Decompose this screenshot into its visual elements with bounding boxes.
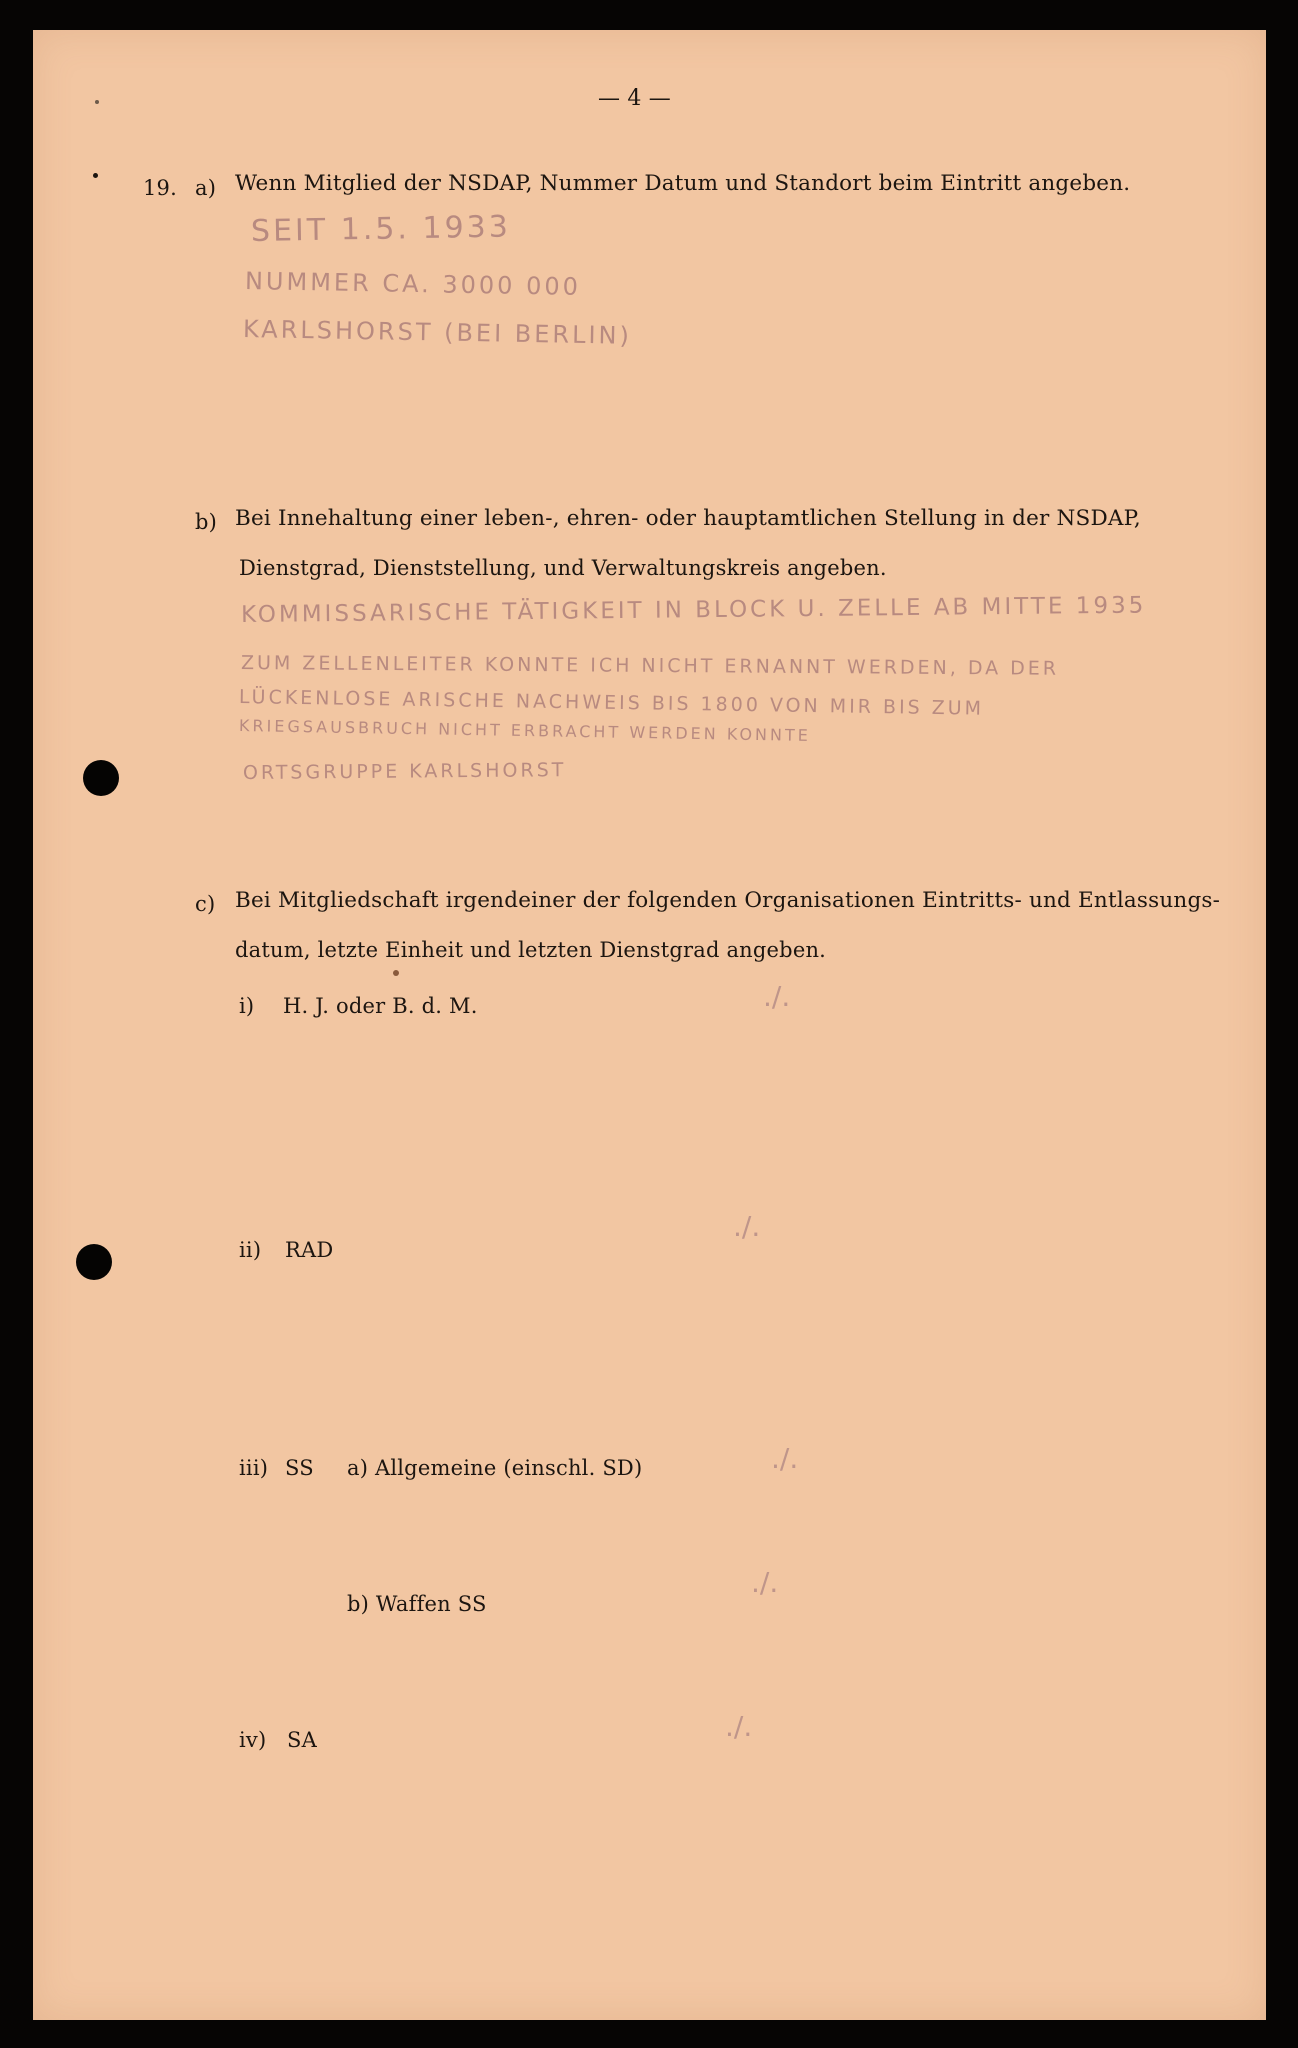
item-iv-mark: ./. bbox=[725, 1710, 753, 1743]
margin-dot bbox=[93, 173, 98, 178]
punch-hole-top bbox=[83, 760, 119, 796]
question-c-text-line-2: datum, letzte Einheit und letzten Dienstgrad angeben. bbox=[235, 938, 827, 962]
question-a-label: a) bbox=[195, 176, 217, 200]
answer-b-line-5: ORTSGRUPPE KARLSHORST bbox=[242, 759, 567, 784]
answer-b-line-1: KOMMISSARISCHE TÄTIGKEIT IN BLOCK U. ZELLE AB MITTE 1935 bbox=[240, 592, 1147, 628]
item-iii-a-mark: ./. bbox=[771, 1442, 799, 1475]
paper-speck bbox=[95, 100, 99, 104]
item-i-number: i) bbox=[239, 994, 255, 1018]
punch-hole-bottom bbox=[76, 1244, 112, 1280]
question-b-label: b) bbox=[195, 510, 218, 534]
item-ii-label: RAD bbox=[285, 1238, 334, 1262]
item-ii-number: ii) bbox=[239, 1238, 262, 1262]
question-b-text-line-2: Dienstgrad, Dienststellung, und Verwaltungskreis angeben. bbox=[239, 556, 887, 580]
question-number: 19. bbox=[143, 176, 177, 200]
page-number: — 4 — bbox=[598, 86, 671, 111]
question-a-text: Wenn Mitglied der NSDAP, Nummer Datum und Standort beim Eintritt angeben. bbox=[235, 171, 1131, 196]
item-iii-b-label: b) Waffen SS bbox=[347, 1592, 487, 1616]
item-iii-b-mark: ./. bbox=[751, 1566, 779, 1599]
item-iii-number: iii) bbox=[239, 1456, 269, 1480]
answer-a-line-3: KARLSHORST (BEI BERLIN) bbox=[242, 315, 633, 350]
item-i-label: H. J. oder B. d. M. bbox=[283, 994, 478, 1018]
item-iv-number: iv) bbox=[239, 1728, 267, 1752]
item-i-mark: ./. bbox=[763, 980, 791, 1013]
answer-b-line-4: KRIEGSAUSBRUCH NICHT ERBRACHT WERDEN KONNTE bbox=[238, 716, 811, 745]
answer-b-line-3: LÜCKENLOSE ARISCHE NACHWEIS BIS 1800 VON MIR BIS ZUM bbox=[238, 686, 985, 720]
question-b-text-line-1: Bei Innehaltung einer leben-, ehren- oder hauptamtlichen Stellung in der NSDAP, bbox=[235, 506, 1141, 531]
item-iii-a-label: a) Allgemeine (einschl. SD) bbox=[347, 1456, 643, 1480]
item-iii-label: SS bbox=[285, 1456, 314, 1480]
question-c-text-line-1: Bei Mitgliedschaft irgendeiner der folgenden Organisationen Eintritts- und Entlassungs- bbox=[235, 888, 1221, 913]
answer-a-line-1: SEIT 1.5. 1933 bbox=[250, 209, 512, 249]
item-iv-label: SA bbox=[287, 1728, 317, 1752]
answer-b-line-2: ZUM ZELLENLEITER KONNTE ICH NICHT ERNANNT WERDEN, DA DER bbox=[240, 652, 1060, 680]
item-ii-mark: ./. bbox=[733, 1210, 761, 1243]
answer-a-line-2: NUMMER CA. 3000 000 bbox=[244, 267, 582, 301]
paper-speck bbox=[393, 970, 399, 976]
question-c-label: c) bbox=[195, 892, 216, 916]
document-page bbox=[33, 30, 1266, 2020]
